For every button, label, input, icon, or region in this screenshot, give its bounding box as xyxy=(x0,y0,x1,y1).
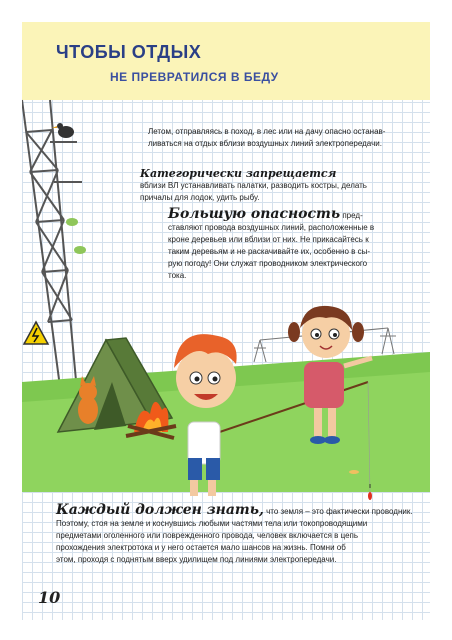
warning-lightning-icon xyxy=(24,322,48,344)
fish xyxy=(349,470,359,474)
section-forbidden: Категорически запрещается вблизи ВЛ устанавливать палатки, разводить костры, делать причалы для лодок, удить рыбу. xyxy=(140,168,426,204)
intro-text: Летом, отправляясь в поход, в лес или на дачу опасно останав- ливаться на отдых вблизи воздушных линий электропередачи. xyxy=(148,127,386,148)
section-heading: Категорически запрещается xyxy=(140,167,337,180)
page xyxy=(22,22,430,620)
power-tower xyxy=(22,100,82,402)
page-number: 10 xyxy=(38,588,61,607)
green-bird xyxy=(66,218,86,254)
page-subtitle: НЕ ПРЕВРАТИЛСЯ В БЕДУ xyxy=(110,70,279,84)
crow xyxy=(52,123,74,138)
page-title: ЧТОБЫ ОТДЫХ xyxy=(56,42,202,62)
section-know: Каждый должен знать, что земля – это фактически проводник. Поэтому, стоя на земле и коснувшись любыми частями тела или токопроводящими предметами оголенного или поврежденного провода, человек включается в цепь прохождения электротока и у него остается мало шансов на жизнь. Помни об этом, проходя с поднятым вверх удилищем под линиями электропередачи. xyxy=(56,502,413,564)
section-heading: Большую опасность xyxy=(168,206,341,222)
section-heading: Каждый должен знать, xyxy=(56,502,264,518)
section-danger: Большую опасность пред- ставляют провода воздушных линий, расположенные в кроне деревьев или вблизи от них. Не прикасайтесь к таким деревьям и не раскачивайте их, особенно в сы- рую погоду! Они служат проводником электрического тока. xyxy=(168,206,375,280)
